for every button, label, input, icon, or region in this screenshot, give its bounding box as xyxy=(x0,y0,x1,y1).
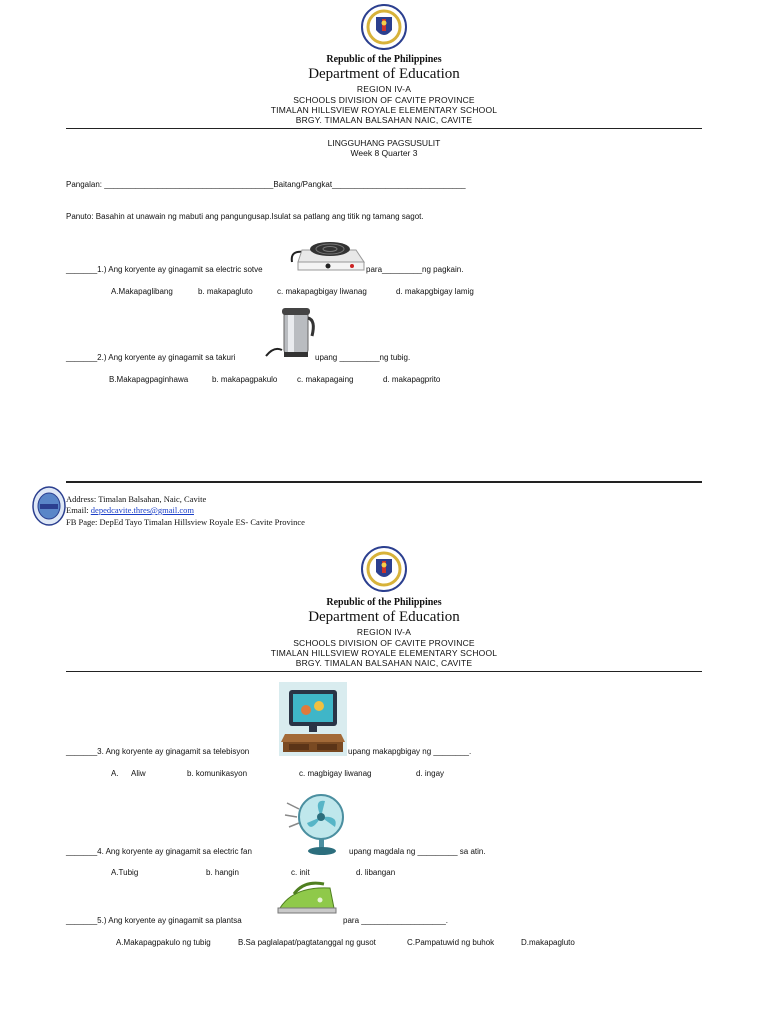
school-address: BRGY. TIMALAN BALSAHAN NAIC, CAVITE xyxy=(295,115,473,125)
school-name: TIMALAN HILLSVIEW ROYALE ELEMENTARY SCHOOL xyxy=(270,105,498,115)
q5-choice-c[interactable]: C.Pampatuwid ng buhok xyxy=(407,938,495,947)
q3-choice-d[interactable]: d. ingay xyxy=(416,769,445,778)
question-5-tail: para ___________________. xyxy=(343,916,448,925)
q2-choice-d[interactable]: d. makapagprito xyxy=(383,375,441,384)
q2-choice-b[interactable]: b. makapagpakulo xyxy=(212,375,278,384)
department-heading: Department of Education xyxy=(308,609,460,625)
footer-fb-page: FB Page: DepEd Tayo Timalan Hillsview Royale ES- Cavite Province xyxy=(66,517,305,527)
flat-iron-image xyxy=(274,878,340,925)
region-text: REGION IV-A xyxy=(356,84,412,94)
department-heading: Department of Education xyxy=(308,66,460,82)
division-text: SCHOOLS DIVISION OF CAVITE PROVINCE xyxy=(293,95,475,105)
question-4-text: _______4. Ang koryente ay ginagamit sa electric fan xyxy=(66,847,252,856)
footer-email-row xyxy=(66,505,194,515)
footer-address: Address: Timalan Balsahan, Naic, Cavite xyxy=(66,494,207,504)
footer-divider xyxy=(66,481,702,483)
q1-choice-d[interactable]: d. makapgbigay lamig xyxy=(396,287,474,296)
q3-choice-a[interactable]: Aliw xyxy=(131,769,146,778)
division-text: SCHOOLS DIVISION OF CAVITE PROVINCE xyxy=(293,638,475,648)
header-divider xyxy=(66,128,702,129)
name-grade-field[interactable]: Pangalan: ______________________________________Baitang/Pangkat______________________________ xyxy=(66,180,466,189)
electric-stove-image xyxy=(290,232,368,277)
electric-fan-image xyxy=(283,789,349,862)
q1-choice-a[interactable]: A.Makapaglibang xyxy=(111,287,173,296)
q5-choice-d[interactable]: D.makapagluto xyxy=(521,938,575,947)
q3-choice-a-letter[interactable]: A. xyxy=(111,769,119,778)
q5-choice-b[interactable]: B.Sa paglalapat/pagtatanggal ng gusot xyxy=(238,938,376,947)
q4-choice-a[interactable]: A.Tubig xyxy=(111,868,139,877)
q4-choice-b[interactable]: b. hangin xyxy=(206,868,239,877)
quiz-subtitle: Week 8 Quarter 3 xyxy=(350,148,418,158)
deped-seal-logo xyxy=(361,2,407,57)
question-2-tail: upang _________ng tubig. xyxy=(315,353,411,362)
question-1-text: _______1.) Ang koryente ay ginagamit sa electric sotve xyxy=(66,265,263,274)
email-link[interactable]: depedcavite.thres@gmail.com xyxy=(90,505,194,515)
question-4-tail: upang magdala ng _________ sa atin. xyxy=(349,847,486,856)
q4-choice-d[interactable]: d. libangan xyxy=(356,868,396,877)
region-text: REGION IV-A xyxy=(356,627,412,637)
question-3-tail: upang makapgbigay ng ________. xyxy=(348,747,472,756)
republic-heading: Republic of the Philippines xyxy=(326,54,442,65)
republic-heading: Republic of the Philippines xyxy=(326,597,442,608)
q2-choice-a[interactable]: B.Makapagpaginhawa xyxy=(109,375,189,384)
header-divider xyxy=(66,671,702,672)
q4-choice-c[interactable]: c. init xyxy=(291,868,310,877)
q3-choice-c[interactable]: c. magbigay liwanag xyxy=(299,769,372,778)
question-1-tail: para_________ng pagkain. xyxy=(366,265,464,274)
question-5-text: _______5.) Ang koryente ay ginagamit sa plantsa xyxy=(66,916,242,925)
q3-choice-b[interactable]: b. komunikasyon xyxy=(187,769,248,778)
electric-kettle-image xyxy=(264,306,316,365)
footer-email-label: Email: xyxy=(66,505,91,515)
quiz-title: LINGGUHANG PAGSUSULIT xyxy=(327,138,441,148)
question-3-text: _______3. Ang koryente ay ginagamit sa telebisyon xyxy=(66,747,250,756)
question-2-text: _______2.) Ang koryente ay ginagamit sa takuri xyxy=(66,353,236,362)
q1-choice-b[interactable]: b. makapagluto xyxy=(198,287,253,296)
instructions-text: Panuto: Basahin at unawain ng mabuti ang pangungusap.Isulat sa patlang ang titik ng tamang sagot. xyxy=(66,212,424,221)
school-logo xyxy=(32,486,66,531)
q2-choice-c[interactable]: c. makapagaing xyxy=(297,375,354,384)
deped-seal-logo xyxy=(361,544,407,599)
q5-choice-a[interactable]: A.Makapagpakulo ng tubig xyxy=(116,938,211,947)
television-image xyxy=(279,682,347,761)
school-address: BRGY. TIMALAN BALSAHAN NAIC, CAVITE xyxy=(295,658,473,668)
q1-choice-c[interactable]: c. makapagbigay liwanag xyxy=(277,287,367,296)
school-name: TIMALAN HILLSVIEW ROYALE ELEMENTARY SCHOOL xyxy=(270,648,498,658)
